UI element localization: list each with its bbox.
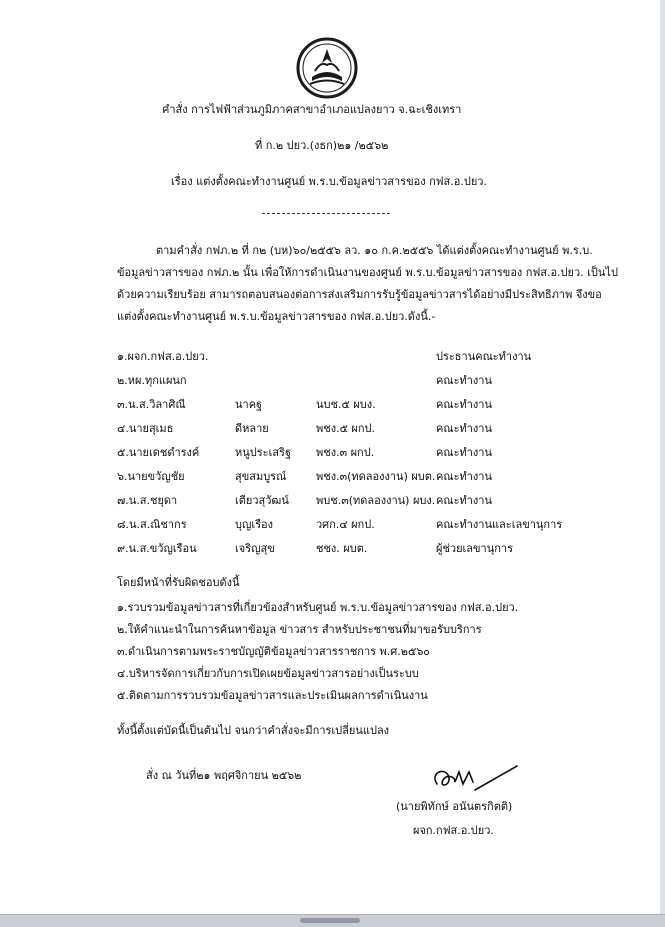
- member-surname: สุขสมบูรณ์: [235, 470, 287, 483]
- duty-item: ๒.ให้คำแนะนำในการค้นหาข้อมูล ข่าวสาร สำหรับประชาชนที่มาขอรับบริการ: [117, 623, 482, 636]
- member-role: คณะทำงาน: [436, 446, 492, 459]
- member-position: วศก.๔ ผกป.: [316, 518, 375, 531]
- signer-name: (นายพิทักษ์ อนันตรกิตติ): [396, 800, 513, 813]
- vertical-scrollbar[interactable]: [660, 0, 665, 914]
- member-role: ผู้ช่วยเลขานุการ: [436, 542, 513, 555]
- intro-line-2: ข้อมูลข่าวสารของ กฟภ.๒ นั้น เพื่อให้การดำเนินงานของศูนย์ พ.ร.บ.ข้อมูลข่าวสารของ กฟส.อ.ปยว. เป็นไป: [117, 266, 618, 279]
- member-position: พบช.๓(ทดลองงาน) ผบง.: [316, 494, 436, 507]
- horizontal-scrollbar[interactable]: [0, 914, 665, 927]
- member-role: คณะทำงาน: [436, 398, 492, 411]
- member-name: ๖.นายขวัญชัย: [117, 470, 185, 483]
- effective-statement: ทั้งนี้ตั้งแต่บัดนี้เป็นต้นไป จนกว่าคำสั่งจะมีการเปลี่ยนแปลง: [117, 724, 390, 737]
- duties-heading: โดยมีหน้าที่รับผิดชอบดังนี้: [117, 576, 240, 589]
- pea-logo-icon: [296, 37, 358, 99]
- duty-item: ๑.รวบรวมข้อมูลข่าวสารที่เกี่ยวข้องสำหรับศูนย์ พ.ร.บ.ข้อมูลข่าวสารของ กฟส.อ.ปยว.: [117, 601, 519, 614]
- duty-item: ๔.บริหารจัดการเกี่ยวกับการเปิดเผยข้อมูลข่าวสารอย่างเป็นระบบ: [117, 667, 419, 680]
- member-name: ๑.ผจก.กฟส.อ.ปยว.: [117, 350, 209, 363]
- duty-item: ๓.ดำเนินการตามพระราชบัญญัติข้อมูลข่าวสารราชการ พ.ศ.๒๕๖๐: [117, 645, 431, 658]
- signature-icon: [425, 762, 535, 798]
- intro-line-1: ตามคำสั่ง กฟภ.๒ ที่ ก๒ (บห)๖๐/๒๕๕๖ ลว. ๑๐ ก.ค.๒๕๕๖ ได้แต่งตั้งคณะทำงานศูนย์ พ.ร.บ.: [156, 244, 593, 257]
- signer-title: ผจก.กฟส.อ.ปยว.: [413, 824, 494, 837]
- order-number: ที่ ก.๒ ปยว.(งธก)๒๑ /๒๕๖๒: [255, 139, 389, 152]
- member-position: นบช.๕ ผบง.: [316, 398, 376, 411]
- member-surname: นาคฐ: [235, 398, 263, 411]
- member-surname: ดีหลาย: [235, 422, 269, 435]
- member-name: ๗.น.ส.ชยุดา: [117, 494, 178, 507]
- member-surname: เตียวสุวัฒน์: [235, 494, 289, 507]
- member-position: พชง.๓ ผกป.: [316, 446, 375, 459]
- member-name: ๕.นายเดชดำรงค์: [117, 446, 200, 459]
- member-position: พชง.๓(ทดลองงาน) ผบต.: [316, 470, 436, 483]
- header-divider: [262, 213, 390, 214]
- intro-line-3: ด้วยความเรียบร้อย สามารถตอบสนองต่อการส่งเสริมการรับรู้ข้อมูลข่าวสารได้อย่างมีประสิทธิภาพ จึงขอ: [117, 288, 602, 301]
- member-name: ๘.น.ส.ณิชากร: [117, 518, 187, 531]
- member-position: พชง.๕ ผกป.: [316, 422, 375, 435]
- member-name: ๔.นายสุเมธ: [117, 422, 174, 435]
- member-surname: บุญเรือง: [235, 518, 274, 531]
- member-name: ๓.น.ส.วิลาศิณี: [117, 398, 186, 411]
- member-position: ชชง. ผบต.: [316, 542, 368, 555]
- member-role: ประธานคณะทำงาน: [436, 350, 532, 363]
- scrollbar-thumb[interactable]: [300, 918, 360, 923]
- date-line: สั่ง ณ วันที่๒๑ พฤศจิกายน ๒๕๖๒: [146, 769, 302, 782]
- duty-item: ๕.ติดตามการรวบรวมข้อมูลข่าวสารและประเมินผลการดำเนินงาน: [117, 689, 428, 702]
- member-role: คณะทำงาน: [436, 470, 492, 483]
- org-line: คำสั่ง การไฟฟ้าส่วนภูมิภาคสาขาอำเภอแปลงยาว จ.ฉะเชิงเทรา: [162, 103, 462, 116]
- subject-line: เรื่อง แต่งตั้งคณะทำงานศูนย์ พ.ร.บ.ข้อมูลข่าวสารของ กฟส.อ.ปยว.: [171, 175, 487, 188]
- member-role: คณะทำงานและเลขานุการ: [436, 518, 563, 531]
- member-role: คณะทำงาน: [436, 494, 492, 507]
- member-name: ๙.น.ส.ขวัญเรือน: [117, 542, 197, 555]
- member-role: คณะทำงาน: [436, 374, 492, 387]
- member-surname: เจริญสุข: [235, 542, 275, 555]
- member-surname: หนูประเสริฐ: [235, 446, 292, 459]
- member-name: ๒.หผ.ทุกแผนก: [117, 374, 187, 387]
- intro-line-4: แต่งตั้งคณะทำงานศูนย์ พ.ร.บ.ข้อมูลข่าวสารของ กฟส.อ.ปยว.ดังนี้.-: [117, 310, 436, 323]
- member-role: คณะทำงาน: [436, 422, 492, 435]
